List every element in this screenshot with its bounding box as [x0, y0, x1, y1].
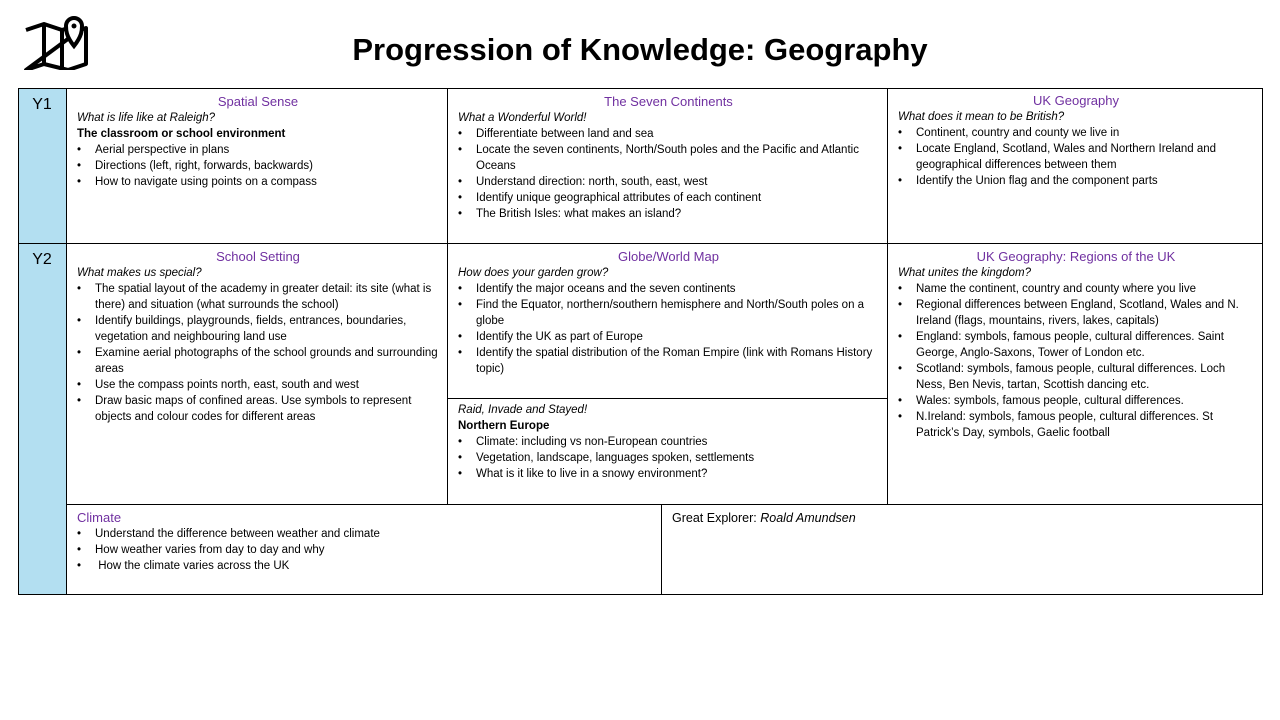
cell-question: Raid, Invade and Stayed! — [458, 404, 588, 416]
list-item: • Directions (left, right, forwards, backwards) — [77, 158, 439, 174]
cell-y2-school-setting — [67, 247, 447, 425]
list-item: • The British Isles: what makes an island? — [458, 206, 879, 222]
year-label-y2: Y2 — [32, 251, 52, 268]
list-item: • The spatial layout of the academy in greater detail: its site (what is there) and situation (what surrounds the school) — [77, 281, 439, 313]
year-label-y1: Y1 — [32, 96, 52, 113]
list-item: • Identify buildings, playgrounds, fields, entrances, boundaries, vegetation and neighbouring land use — [77, 313, 439, 345]
list-item: • Aerial perspective in plans — [77, 142, 439, 158]
cell-subheading: The classroom or school environment — [77, 128, 286, 140]
list-item: • Regional differences between England, Scotland, Wales and N. Ireland (flags, mountains, rivers, lakes, capitals) — [898, 297, 1254, 329]
cell-y1-spatial-sense — [67, 92, 447, 190]
explorer-name: Roald Amundsen — [760, 511, 856, 525]
list-item: • Wales: symbols, famous people, cultural differences. — [898, 393, 1254, 409]
list-item: • Name the continent, country and county where you live — [898, 281, 1254, 297]
page-title: Progression of Knowledge: Geography — [352, 32, 928, 67]
list-item: • How weather varies from day to day and why — [77, 542, 653, 558]
cell-question: What makes us special? — [77, 267, 202, 279]
bullet-list — [898, 125, 1254, 189]
cell-y1-seven-continents — [448, 92, 887, 222]
cell-heading: Globe/World Map — [618, 249, 719, 264]
list-item: • Identify unique geographical attributes of each continent — [458, 190, 879, 206]
list-item: • Scotland: symbols, famous people, cultural differences. Loch Ness, Ben Nevis, tartan, Scottish dancing etc. — [898, 361, 1254, 393]
bullet-list — [458, 434, 879, 482]
list-item: • Vegetation, landscape, languages spoken, settlements — [458, 450, 879, 466]
cell-question: What a Wonderful World! — [458, 112, 587, 124]
explorer-label: Great Explorer: — [672, 511, 757, 525]
cell-question: How does your garden grow? — [458, 267, 609, 279]
list-item: • How to navigate using points on a compass — [77, 174, 439, 190]
list-item: • Understand the difference between weather and climate — [77, 526, 653, 542]
list-item: • Examine aerial photographs of the school grounds and surrounding areas — [77, 345, 439, 377]
y2-band — [18, 243, 67, 595]
list-item: • Use the compass points north, east, south and west — [77, 377, 439, 393]
cell-question: What unites the kingdom? — [898, 267, 1031, 279]
list-item: • Differentiate between land and sea — [458, 126, 879, 142]
cell-heading: Climate — [77, 510, 122, 525]
list-item: • Locate England, Scotland, Wales and Northern Ireland and geographical differences between them — [898, 141, 1254, 173]
cell-heading: Spatial Sense — [217, 94, 299, 109]
bullet-list — [458, 126, 879, 222]
list-item: • Locate the seven continents, North/South poles and the Pacific and Atlantic Oceans — [458, 142, 879, 174]
cell-question: What does it mean to be British? — [898, 111, 1065, 123]
list-item: • Draw basic maps of confined areas. Use symbols to represent objects and colour codes for different areas — [77, 393, 439, 425]
cell-heading: School Setting — [216, 249, 300, 264]
list-item: • Identify the UK as part of Europe — [458, 329, 879, 345]
cell-heading: UK Geography — [1033, 93, 1119, 108]
cell-y2-climate — [67, 508, 661, 574]
list-item: • England: symbols, famous people, cultural differences. Saint George, Anglo-Saxons, Tower of London etc. — [898, 329, 1254, 361]
cell-y2-northern-europe — [448, 402, 887, 482]
list-item: • Climate: including vs non-European countries — [458, 434, 879, 450]
list-item: • Identify the spatial distribution of the Roman Empire (link with Romans History topic) — [458, 345, 879, 377]
list-item: • Identify the major oceans and the seven continents — [458, 281, 879, 297]
bullet-list — [898, 281, 1254, 441]
list-item: • Continent, country and county we live in — [898, 125, 1254, 141]
bullet-list — [458, 281, 879, 377]
cell-y2-great-explorer — [662, 504, 1262, 526]
cell-y1-uk-geography — [888, 91, 1262, 189]
list-item: • How the climate varies across the UK — [77, 558, 653, 574]
cell-heading: The Seven Continents — [604, 94, 733, 109]
cell-y2-globe-world-map — [448, 247, 887, 377]
bullet-list — [77, 281, 439, 425]
cell-y2-uk-regions — [888, 247, 1262, 441]
bullet-list — [77, 142, 439, 190]
list-item: • Find the Equator, northern/southern hemisphere and North/South poles on a globe — [458, 297, 879, 329]
bullet-list — [77, 526, 653, 574]
explorer-line — [672, 510, 1254, 526]
list-item: • Identify the Union flag and the component parts — [898, 173, 1254, 189]
list-item: • What is it like to live in a snowy environment? — [458, 466, 879, 482]
list-item: • Understand direction: north, south, east, west — [458, 174, 879, 190]
cell-subheading: Northern Europe — [458, 420, 550, 432]
list-item: • N.Ireland: symbols, famous people, cultural differences. St Patrick’s Day, symbols, Gaelic football — [898, 409, 1254, 441]
cell-question: What is life like at Raleigh? — [77, 112, 216, 124]
cell-heading: UK Geography: Regions of the UK — [976, 249, 1176, 264]
